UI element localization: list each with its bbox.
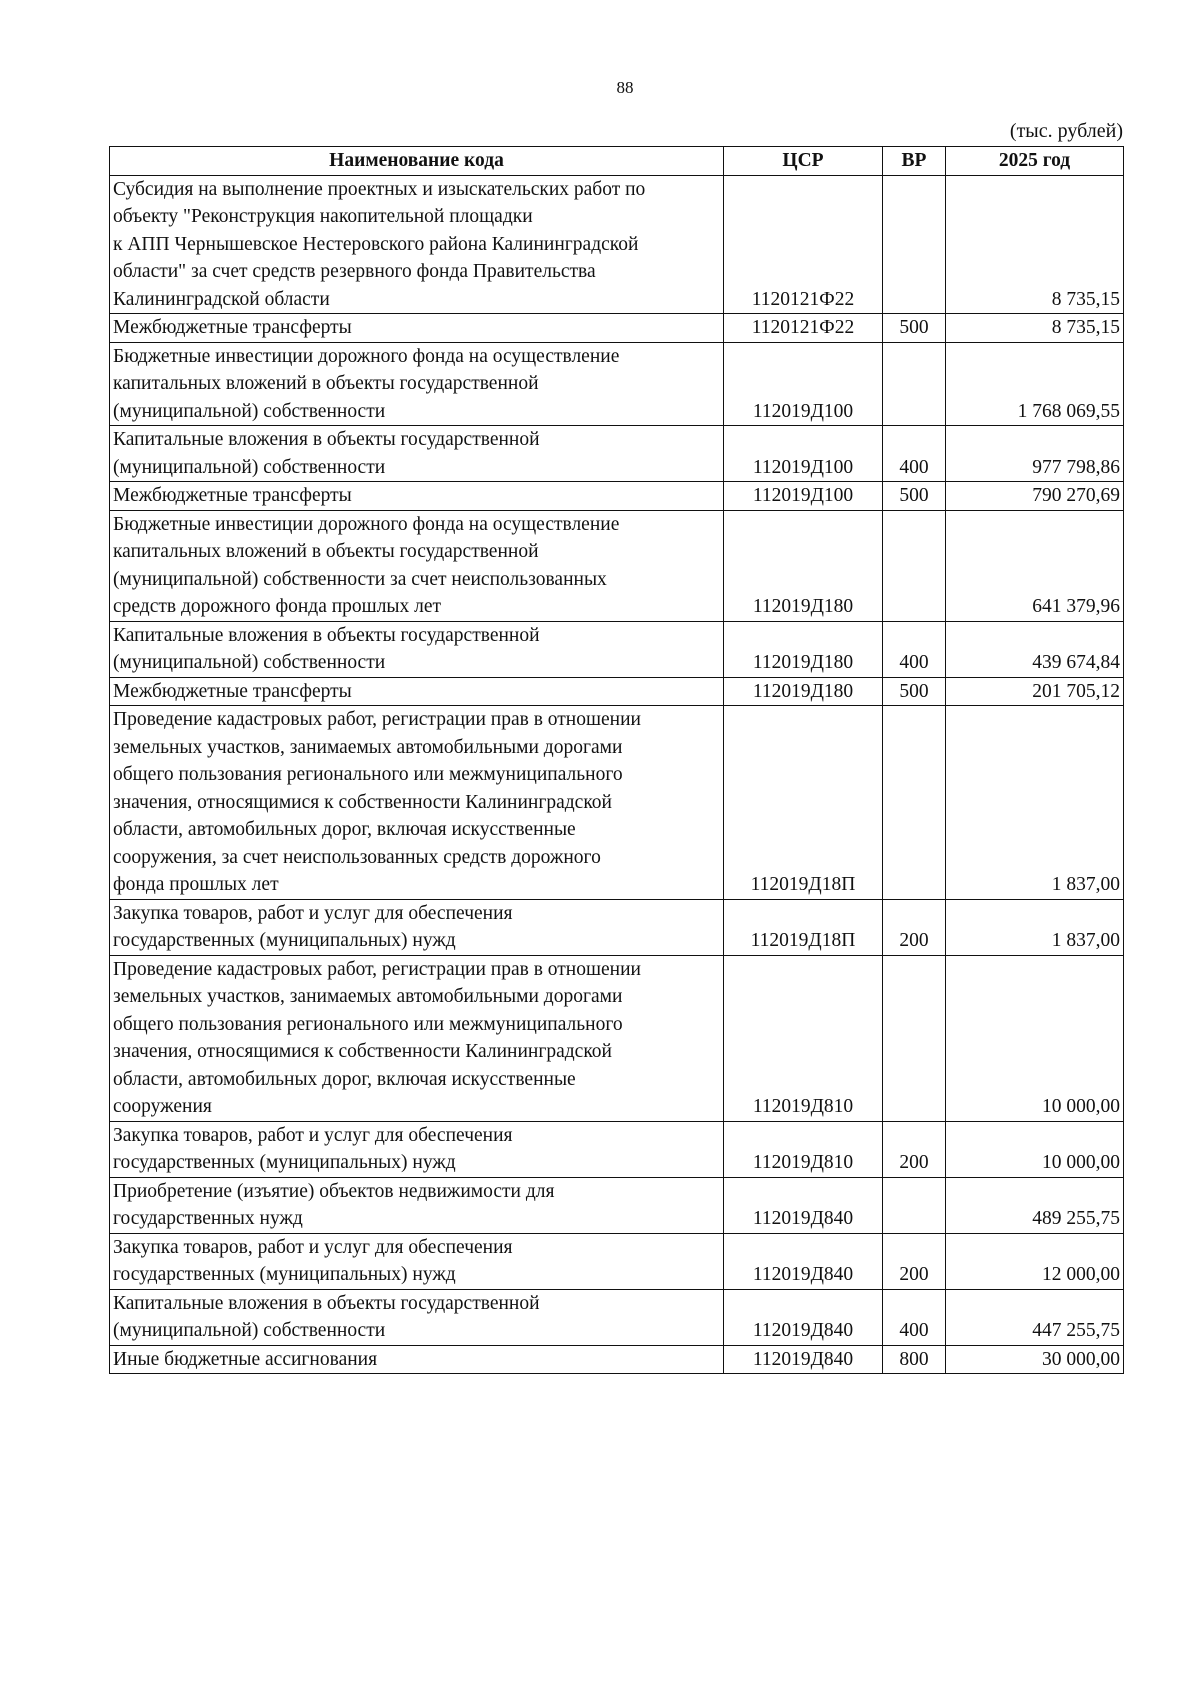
row-csr: 112019Д100 [724,482,883,511]
row-name-line: (муниципальной) собственности [113,400,386,422]
row-name-line: Капитальные вложения в объекты государственной [113,624,540,646]
table-row [110,621,1124,677]
row-name-line: Капитальные вложения в объекты государственной [113,1292,540,1314]
row-csr: 112019Д180 [724,677,883,706]
row-name [110,1345,724,1374]
row-name-line: Межбюджетные трансферты [113,485,352,506]
row-amount: 790 270,69 [946,482,1124,511]
row-name-line: значения, относящимися к собственности Калининградской [113,791,612,813]
row-csr: 112019Д180 [724,621,883,677]
table-row [110,1289,1124,1345]
row-name-line: к АПП Чернышевское Нестеровского района Калининградской [113,233,639,255]
row-name-line: (муниципальной) собственности [113,456,386,478]
table-row [110,955,1124,1121]
row-name-line: (муниципальной) собственности [113,1320,386,1341]
table-row [110,677,1124,706]
row-vr [883,510,946,621]
row-name [110,1177,724,1233]
units-label: (тыс. рублей) [1009,120,1123,142]
row-name-line: Бюджетные инвестиции дорожного фонда на осуществление [113,513,620,535]
row-vr: 400 [883,621,946,677]
row-name [110,314,724,343]
row-vr: 500 [883,482,946,511]
row-name [110,175,724,314]
row-name [110,1289,724,1345]
page-number: 88 [616,78,634,97]
row-amount: 10 000,00 [946,955,1124,1121]
row-vr [883,706,946,900]
row-name [110,1233,724,1289]
table-row [110,342,1124,426]
row-csr: 112019Д810 [724,1121,883,1177]
row-name-line: Закупка товаров, работ и услуг для обеспечения [113,1236,513,1258]
row-name-line: (муниципальной) собственности [113,652,386,673]
row-name-line: Межбюджетные трансферты [113,680,352,702]
row-vr [883,955,946,1121]
row-amount: 201 705,12 [946,677,1124,706]
row-amount: 1 837,00 [946,706,1124,900]
row-name [110,677,724,706]
table-row [110,314,1124,343]
table-row [110,1233,1124,1289]
row-name-line: Калининградской области [113,288,330,310]
row-csr: 112019Д18П [724,899,883,955]
table-row [110,426,1124,482]
row-csr: 112019Д810 [724,955,883,1121]
row-name-line: (муниципальной) собственности за счет неиспользованных [113,568,607,590]
row-csr: 112019Д100 [724,342,883,426]
row-name-line: области" за счет средств резервного фонда Правительства [113,261,596,282]
row-name-line: капитальных вложений в объекты государственной [113,541,539,562]
row-amount: 10 000,00 [946,1121,1124,1177]
table-row [110,482,1124,511]
header-csr: ЦСР [724,147,883,176]
row-vr: 400 [883,426,946,482]
row-name-line: сооружения, за счет неиспользованных средств дорожного [113,846,601,868]
row-amount: 447 255,75 [946,1289,1124,1345]
row-name-line: Иные бюджетные ассигнования [113,1348,378,1370]
table-row [110,1121,1124,1177]
table-header-row [110,147,1124,176]
row-name-line: области, автомобильных дорог, включая искусственные [113,819,576,840]
row-amount: 30 000,00 [946,1345,1124,1374]
row-csr: 112019Д840 [724,1289,883,1345]
row-name-line: Бюджетные инвестиции дорожного фонда на осуществление [113,345,620,367]
row-name-line: средств дорожного фонда прошлых лет [113,596,442,617]
row-csr: 112019Д840 [724,1177,883,1233]
table-row [110,1177,1124,1233]
row-vr [883,175,946,314]
row-amount: 641 379,96 [946,510,1124,621]
row-vr: 800 [883,1345,946,1374]
table-body [110,175,1124,1374]
row-name-line: области, автомобильных дорог, включая искусственные [113,1068,576,1090]
row-name [110,426,724,482]
row-name-line: фонда прошлых лет [113,874,279,895]
row-vr: 200 [883,1121,946,1177]
row-amount: 977 798,86 [946,426,1124,482]
row-name [110,955,724,1121]
row-name [110,621,724,677]
row-name-line: Приобретение (изъятие) объектов недвижимости для [113,1180,555,1202]
header-year: 2025 год [946,147,1124,176]
row-name-line: Капитальные вложения в объекты государственной [113,429,540,450]
row-amount: 1 837,00 [946,899,1124,955]
row-amount: 12 000,00 [946,1233,1124,1289]
row-name-line: Межбюджетные трансферты [113,317,352,338]
row-name-line: государственных (муниципальных) нужд [113,1152,456,1173]
row-amount: 439 674,84 [946,621,1124,677]
row-name [110,1121,724,1177]
row-amount: 8 735,15 [946,175,1124,314]
row-vr: 400 [883,1289,946,1345]
row-name [110,342,724,426]
header-name: Наименование кода [110,147,724,176]
row-csr: 112019Д18П [724,706,883,900]
row-csr: 112019Д840 [724,1233,883,1289]
row-name-line: государственных (муниципальных) нужд [113,930,456,951]
row-name-line: Проведение кадастровых работ, регистрации прав в отношении [113,709,641,730]
row-amount: 1 768 069,55 [946,342,1124,426]
row-csr: 112019Д100 [724,426,883,482]
row-name-line: значения, относящимися к собственности Калининградской [113,1041,612,1062]
row-name-line: Закупка товаров, работ и услуг для обеспечения [113,1124,513,1146]
row-name-line: объекту "Реконструкция накопительной площадки [113,206,533,227]
row-name-line: сооружения [113,1096,212,1117]
row-vr: 500 [883,677,946,706]
row-name-line: Субсидия на выполнение проектных и изыскательских работ по [113,178,646,200]
row-name-line: Закупка товаров, работ и услуг для обеспечения [113,902,513,924]
row-vr: 200 [883,899,946,955]
row-name [110,899,724,955]
row-name-line: общего пользования регионального или межмуниципального [113,1013,623,1035]
row-name-line: общего пользования регионального или межмуниципального [113,764,623,785]
table-row [110,175,1124,314]
row-csr: 1120121Ф22 [724,314,883,343]
row-csr: 112019Д840 [724,1345,883,1374]
row-name-line: государственных (муниципальных) нужд [113,1264,456,1285]
budget-table [109,146,1124,1374]
row-csr: 1120121Ф22 [724,175,883,314]
row-name-line: Проведение кадастровых работ, регистрации прав в отношении [113,958,641,980]
row-vr [883,342,946,426]
row-name [110,482,724,511]
row-amount: 489 255,75 [946,1177,1124,1233]
row-vr: 200 [883,1233,946,1289]
header-vr: ВР [883,147,946,176]
row-name-line: земельных участков, занимаемых автомобильными дорогами [113,736,623,758]
row-csr: 112019Д180 [724,510,883,621]
table-row [110,899,1124,955]
table-row [110,510,1124,621]
row-vr: 500 [883,314,946,343]
row-name-line: государственных нужд [113,1208,303,1229]
table-row [110,706,1124,900]
row-vr [883,1177,946,1233]
row-amount: 8 735,15 [946,314,1124,343]
row-name [110,706,724,900]
row-name-line: земельных участков, занимаемых автомобильными дорогами [113,986,623,1007]
row-name-line: капитальных вложений в объекты государственной [113,373,539,394]
row-name [110,510,724,621]
table-row [110,1345,1124,1374]
